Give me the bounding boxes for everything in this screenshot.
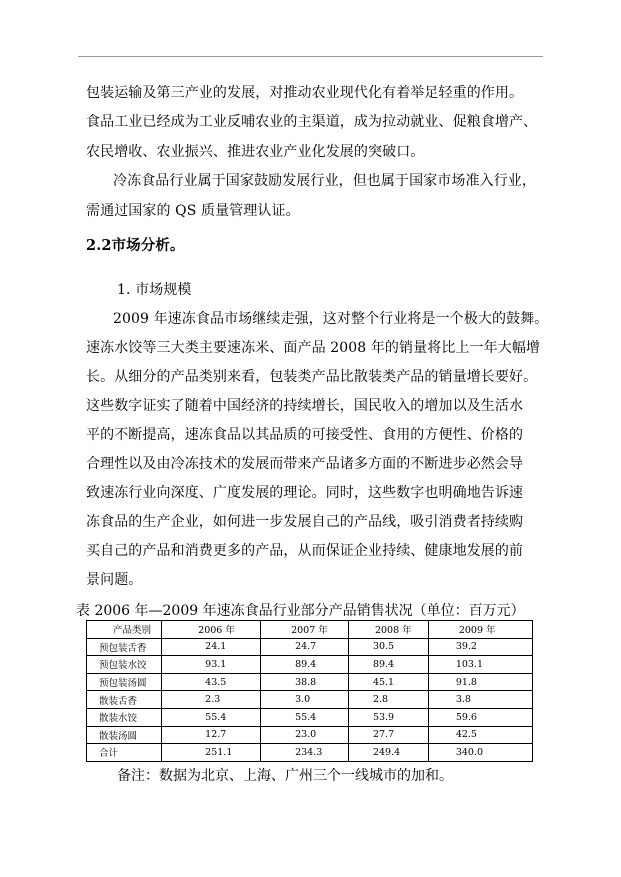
table-cell: 散装舌香 — [87, 691, 162, 709]
table-cell: 27.7 — [348, 726, 428, 744]
table-row — [87, 691, 533, 709]
table-cell: 55.4 — [162, 708, 261, 726]
table-cell: 93.1 — [162, 656, 261, 674]
body-text-line: 包装运输及第三产业的发展，对推动农业现代化有着举足轻重的作用。 — [86, 85, 524, 101]
table-total-row — [87, 744, 533, 762]
table-cell: 散装水饺 — [87, 708, 162, 726]
table-cell: 59.6 — [428, 708, 532, 726]
market-text-line: 买自己的产品和消费更多的产品，从而保证企业持续、健康地发展的前 — [86, 543, 524, 559]
body-text-line: 冷冻食品行业属于国家鼓励发展行业，但也属于国家市场准入行业， — [113, 173, 536, 189]
body-text-line: 农民增收、农业振兴、推进农业产业化发展的突破口。 — [86, 144, 425, 160]
table-cell: 预包装水饺 — [87, 656, 162, 674]
item-title: 1. 市场规模 — [117, 282, 192, 298]
sales-table — [86, 620, 533, 762]
market-text-line: 冻食品的生产企业，如何进一步发展自己的产品线，吸引消费者持续购 — [86, 514, 524, 530]
table-cell: 3.0 — [261, 691, 349, 709]
table-header-cell: 2009 年 — [428, 621, 532, 639]
table-header-cell: 2008 年 — [348, 621, 428, 639]
table-cell: 30.5 — [348, 638, 428, 656]
table-cell: 合计 — [87, 744, 162, 762]
table-cell: 预包装汤圆 — [87, 673, 162, 691]
table-cell: 340.0 — [428, 744, 532, 762]
table-cell: 234.3 — [261, 744, 349, 762]
table-cell: 3.8 — [428, 691, 532, 709]
table-header-cell: 2006 年 — [162, 621, 261, 639]
table-cell: 55.4 — [261, 708, 349, 726]
header-rule — [78, 56, 543, 57]
table-row — [87, 726, 533, 744]
table-cell: 42.5 — [428, 726, 532, 744]
table-row — [87, 708, 533, 726]
table-cell: 24.1 — [162, 638, 261, 656]
table-note: 备注：数据为北京、上海、广州三个一线城市的加和。 — [117, 768, 453, 784]
table-cell: 43.5 — [162, 673, 261, 691]
table-cell: 24.7 — [261, 638, 349, 656]
market-text-line: 2009 年速冻食品市场继续走强，这对整个行业将是一个极大的鼓舞。 — [113, 311, 549, 327]
table-cell: 预包装舌香 — [87, 638, 162, 656]
table-cell: 2.8 — [348, 691, 428, 709]
body-text-line: 食品工业已经成为工业反哺农业的主渠道，成为拉动就业、促粮食增产、 — [86, 114, 538, 130]
table-header-cell: 2007 年 — [261, 621, 349, 639]
table-cell: 249.4 — [348, 744, 428, 762]
table-cell: 53.9 — [348, 708, 428, 726]
market-text-line: 速冻水饺等三大类主要速冻米、面产品 2008 年的销量将比上一年大幅增 — [86, 340, 541, 356]
table-cell: 89.4 — [261, 656, 349, 674]
table-header-row — [87, 621, 533, 639]
table-cell: 45.1 — [348, 673, 428, 691]
table-header-cell: 产品类别 — [87, 621, 162, 639]
market-text-line: 合理性以及由冷冻技术的发展而带来产品诸多方面的不断进步必然会导 — [86, 456, 524, 472]
market-text-line: 平的不断提高，速冻食品以其品质的可接受性、食用的方便性、价格的 — [86, 427, 524, 443]
table-cell: 38.8 — [261, 673, 349, 691]
table-cell: 251.1 — [162, 744, 261, 762]
market-text-line: 长。从细分的产品类别来看，包装类产品比散装类产品的销量增长要好。 — [86, 369, 538, 385]
table-cell: 91.8 — [428, 673, 532, 691]
table-cell: 23.0 — [261, 726, 349, 744]
table-cell: 89.4 — [348, 656, 428, 674]
table-cell: 2.3 — [162, 691, 261, 709]
table-row — [87, 673, 533, 691]
market-text-line: 致速冻行业向深度、广度发展的理论。同时，这些数字也明确地告诉速 — [86, 485, 524, 501]
table-cell: 39.2 — [428, 638, 532, 656]
table-caption: 表 2006 年—2009 年速冻食品行业部分产品销售状况（单位：百万元） — [76, 603, 525, 619]
section-heading: 2.2市场分析。 — [86, 237, 185, 254]
market-text-line: 景问题。 — [86, 572, 143, 588]
market-text-line: 这些数字证实了随着中国经济的持续增长，国民收入的增加以及生活水 — [86, 398, 524, 414]
table-cell: 12.7 — [162, 726, 261, 744]
table-row — [87, 638, 533, 656]
body-text-line: 需通过国家的 QS 质量管理认证。 — [86, 203, 300, 219]
table-cell: 103.1 — [428, 656, 532, 674]
table-row — [87, 656, 533, 674]
table-cell: 散装汤圆 — [87, 726, 162, 744]
